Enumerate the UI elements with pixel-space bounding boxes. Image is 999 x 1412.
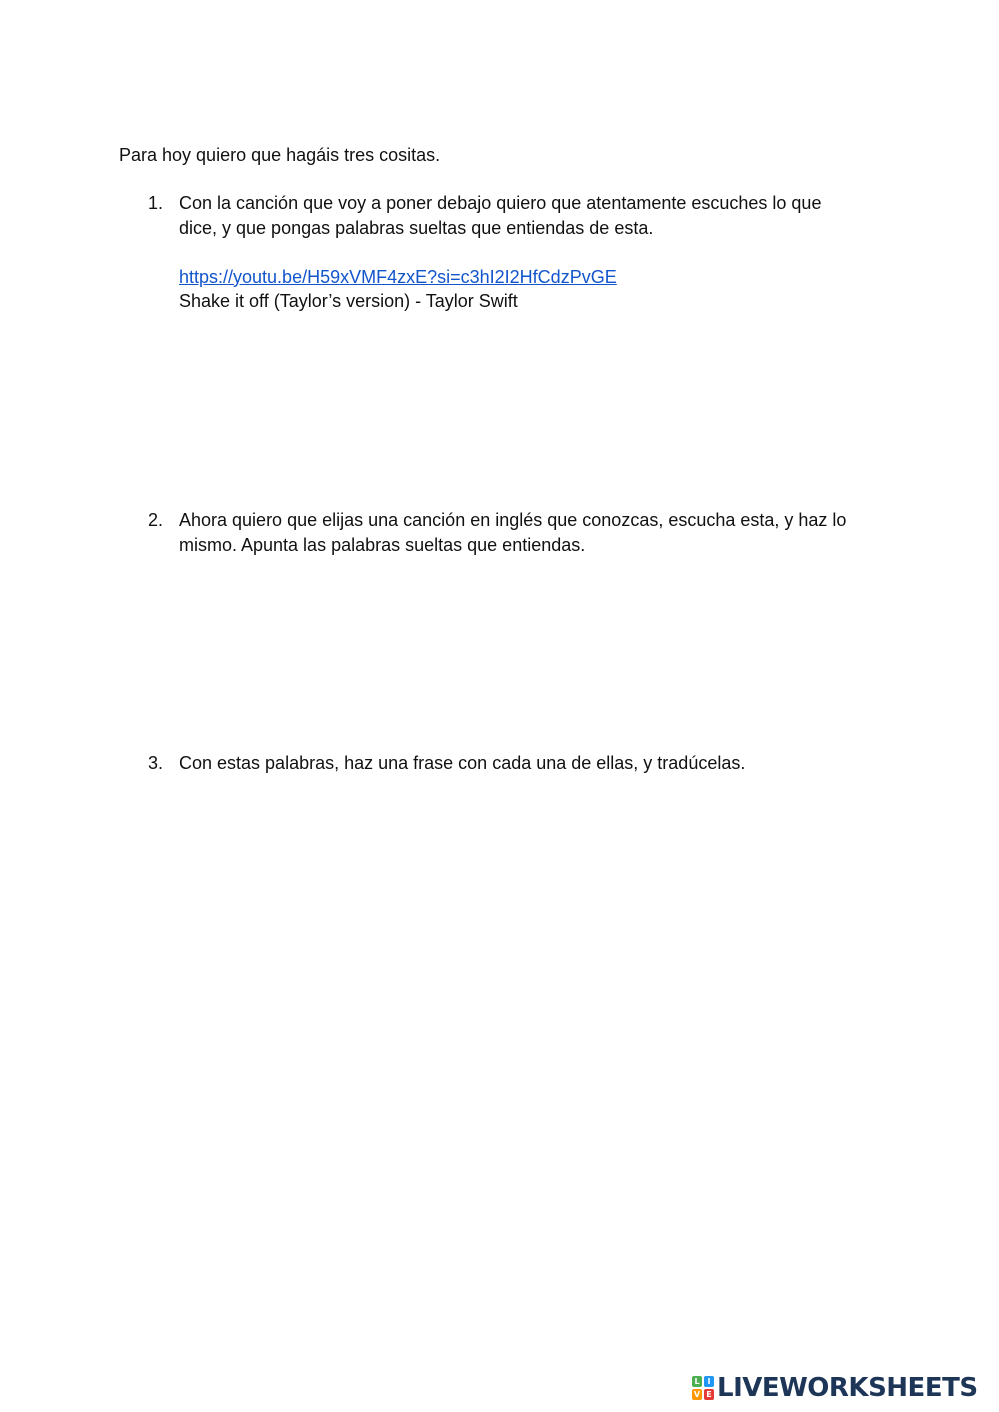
logo-mark-icon	[692, 1376, 714, 1400]
list-number: 3.	[148, 753, 164, 773]
item-text-line: mismo. Apunta las palabras sueltas que entiendas.	[179, 534, 586, 555]
item-text-line: Con la canción que voy a poner debajo quiero que atentamente escuches lo que	[179, 193, 822, 213]
logo-mark-tile: I	[704, 1376, 714, 1387]
liveworksheets-logo	[692, 1372, 978, 1404]
list-item-2	[148, 508, 878, 557]
list-number: 2.	[148, 510, 164, 530]
list-item-3	[148, 751, 878, 776]
item-text-line: dice, y que pongas palabras sueltas que entiendas de esta.	[179, 217, 654, 238]
song-title: Shake it off (Taylor’s version) - Taylor Swift	[179, 291, 518, 311]
logo-mark-tile: V	[693, 1390, 701, 1399]
youtube-link[interactable]: https://youtu.be/H59xVMF4zxE?si=c3hI2I2HfCdzPvGE	[179, 266, 617, 287]
logo-text: LIVEWORKSHEETS	[717, 1373, 978, 1403]
logo-mark-tile: E	[704, 1389, 714, 1400]
list-item-1	[148, 191, 878, 314]
logo-mark-tile: L	[692, 1376, 702, 1387]
list-number: 1.	[148, 193, 164, 213]
item-text-line: Con estas palabras, haz una frase con cada una de ellas, y tradúcelas.	[179, 753, 746, 773]
intro-text: Para hoy quiero que hagáis tres cositas.	[119, 145, 441, 165]
item-text-line: Ahora quiero que elijas una canción en inglés que conozcas, escucha esta, y haz lo	[179, 510, 847, 530]
